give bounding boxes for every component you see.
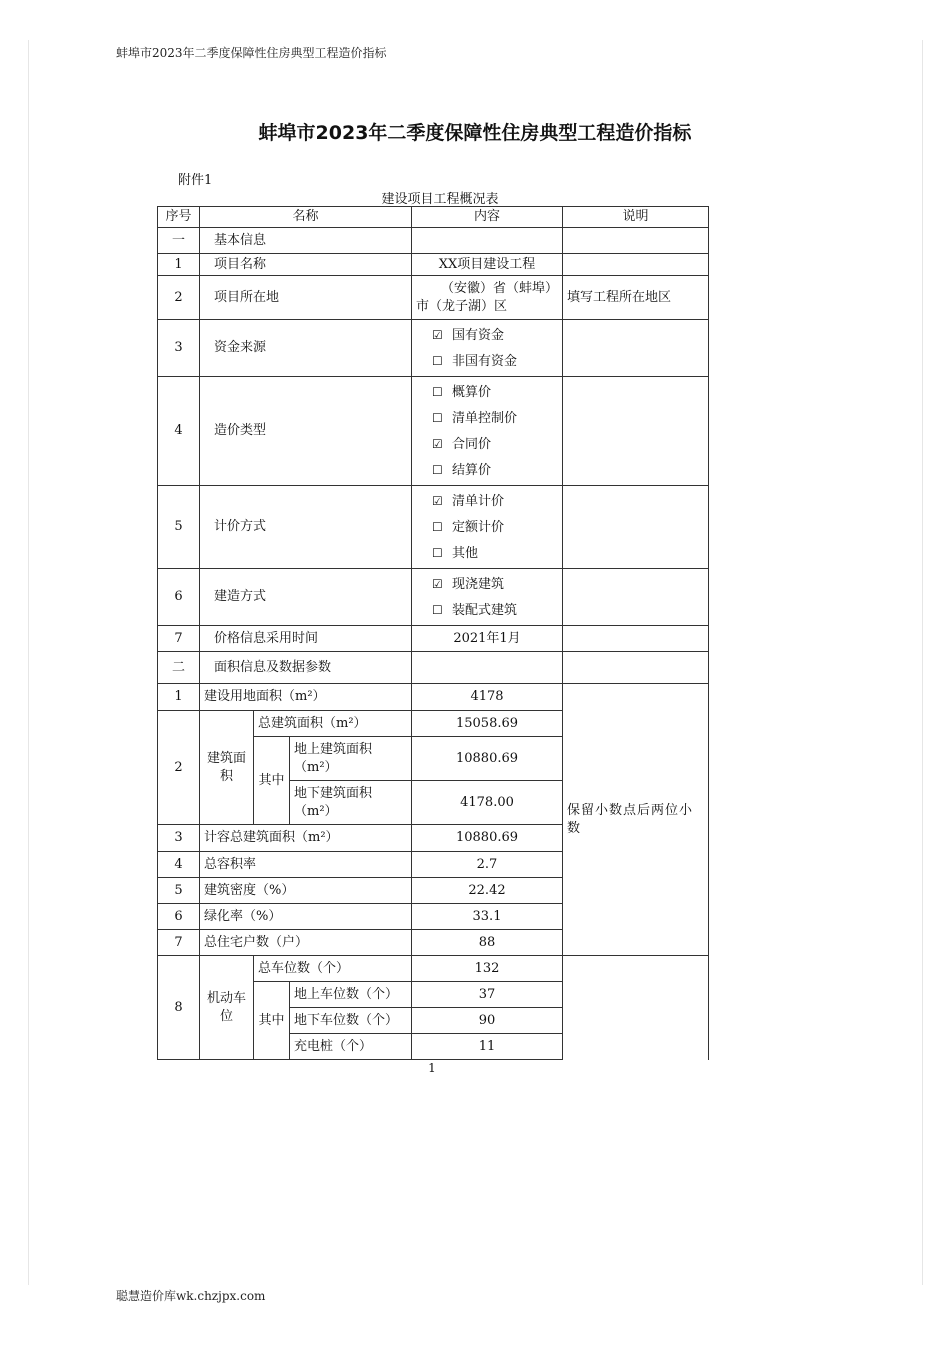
page-right-border [922,40,923,1285]
option-item[interactable] [432,379,556,405]
option-item[interactable] [432,431,556,457]
option-item[interactable] [432,322,556,348]
area-note: 保留小数点后两位小数 [563,684,709,956]
option-item[interactable] [432,457,556,483]
table-header-row [158,207,709,228]
checkbox-checked-icon[interactable]: ☑ [432,437,443,451]
cost-type-options [412,377,563,486]
row-label: 地上建筑面积（m²） [290,737,412,781]
row-value [412,276,563,320]
row-value: XX项目建设工程 [412,254,563,276]
row-no: 1 [158,254,200,276]
option-label: 清单控制价 [452,411,518,426]
table-row [158,626,709,652]
row-value: 22.42 [412,878,563,904]
header-no: 序号 [158,207,200,228]
row-value: 2.7 [412,852,563,878]
checkbox-checked-icon[interactable]: ☑ [432,577,443,591]
header-content: 内容 [412,207,563,228]
row-no: 5 [158,878,200,904]
row-no: 7 [158,626,200,652]
row-value: 2021年1月 [412,626,563,652]
row-value: 88 [412,930,563,956]
table-row [158,684,709,711]
row-label: 总建筑面积（m²） [254,711,412,737]
footer-site-link[interactable]: 聪慧造价库wk.chzjpx.com [116,1289,266,1303]
table-row [158,652,709,684]
row-label: 资金来源 [200,320,412,377]
checkbox-empty-icon[interactable]: ☐ [432,354,443,368]
row-value: 4178.00 [412,781,563,825]
table-row [158,956,709,982]
row-value: 15058.69 [412,711,563,737]
location-line-1: （安徽）省（蚌埠） [440,280,558,296]
checkbox-empty-icon[interactable]: ☐ [432,520,443,534]
option-label: 清单计价 [452,494,505,509]
row-label: 建设用地面积（m²） [200,684,412,711]
row-note: 填写工程所在地区 [563,276,709,320]
pricing-method-options [412,486,563,569]
option-label: 合同价 [452,437,492,452]
option-item[interactable] [432,571,556,597]
option-label: 国有资金 [452,328,505,343]
table-row [158,377,709,486]
checkbox-empty-icon[interactable]: ☐ [432,463,443,477]
row-value: 33.1 [412,904,563,930]
group-label: 建筑面积 [200,711,254,825]
checkbox-empty-icon[interactable]: ☐ [432,546,443,560]
sub-group-label: 其中 [254,737,290,825]
location-line-2: 市（龙子湖）区 [416,298,508,314]
row-value: 132 [412,956,563,982]
row-label: 地下建筑面积（m²） [290,781,412,825]
page-left-border [28,40,29,1285]
row-no: 2 [158,276,200,320]
section-label: 基本信息 [200,228,412,254]
page-number: 1 [428,1061,436,1075]
row-no: 2 [158,711,200,825]
table-row [158,228,709,254]
table-row [158,276,709,320]
option-item[interactable] [432,514,556,540]
row-no: 7 [158,930,200,956]
table-caption: 建设项目工程概况表 [381,192,499,207]
row-value: 4178 [412,684,563,711]
row-no: 6 [158,904,200,930]
sub-group-label: 其中 [254,982,290,1060]
row-label: 建筑密度（%） [200,878,412,904]
row-label: 计价方式 [200,486,412,569]
checkbox-empty-icon[interactable]: ☐ [432,411,443,425]
row-label: 总车位数（个） [254,956,412,982]
option-label: 装配式建筑 [452,603,518,618]
option-label: 现浇建筑 [452,577,505,592]
row-label: 建造方式 [200,569,412,626]
funding-options [412,320,563,377]
row-label: 项目所在地 [200,276,412,320]
checkbox-checked-icon[interactable]: ☑ [432,328,443,342]
row-label: 地上车位数（个） [290,982,412,1008]
row-label: 总住宅户数（户） [200,930,412,956]
row-label: 价格信息采用时间 [200,626,412,652]
option-label: 结算价 [452,463,492,478]
row-value: 10880.69 [412,825,563,852]
checkbox-empty-icon[interactable]: ☐ [432,603,443,617]
row-label: 地下车位数（个） [290,1008,412,1034]
option-label: 其他 [452,546,479,561]
table-row [158,254,709,276]
section-label: 面积信息及数据参数 [200,652,412,684]
project-overview-table [157,206,709,1060]
option-label: 概算价 [452,385,492,400]
option-item[interactable] [432,405,556,431]
header-note: 说明 [563,207,709,228]
attachment-label: 附件1 [178,173,213,188]
option-label: 定额计价 [452,520,505,535]
table-row [158,569,709,626]
row-label: 总容积率 [200,852,412,878]
header-name: 名称 [200,207,412,228]
option-item[interactable] [432,348,556,374]
row-label: 项目名称 [200,254,412,276]
row-value: 11 [412,1034,563,1060]
section-no: 二 [158,652,200,684]
row-value: 90 [412,1008,563,1034]
section-no: 一 [158,228,200,254]
table-row [158,320,709,377]
option-item[interactable] [432,597,556,623]
row-label: 计容总建筑面积（m²） [200,825,412,852]
row-no: 5 [158,486,200,569]
row-value: 10880.69 [412,737,563,781]
row-no: 3 [158,825,200,852]
row-label: 充电桩（个） [290,1034,412,1060]
row-label: 造价类型 [200,377,412,486]
row-no: 8 [158,956,200,1060]
table-row [158,486,709,569]
row-no: 1 [158,684,200,711]
option-item[interactable] [432,540,556,566]
group-label: 机动车位 [200,956,254,1060]
row-label: 绿化率（%） [200,904,412,930]
checkbox-empty-icon[interactable]: ☐ [432,385,443,399]
row-value: 37 [412,982,563,1008]
checkbox-checked-icon[interactable]: ☑ [432,494,443,508]
row-no: 3 [158,320,200,377]
row-no: 6 [158,569,200,626]
construction-method-options [412,569,563,626]
page-title: 蚌埠市2023年二季度保障性住房典型工程造价指标 [258,122,692,144]
row-no: 4 [158,377,200,486]
running-header: 蚌埠市2023年二季度保障性住房典型工程造价指标 [116,46,387,60]
option-label: 非国有资金 [452,354,518,369]
row-no: 4 [158,852,200,878]
option-item[interactable] [432,488,556,514]
